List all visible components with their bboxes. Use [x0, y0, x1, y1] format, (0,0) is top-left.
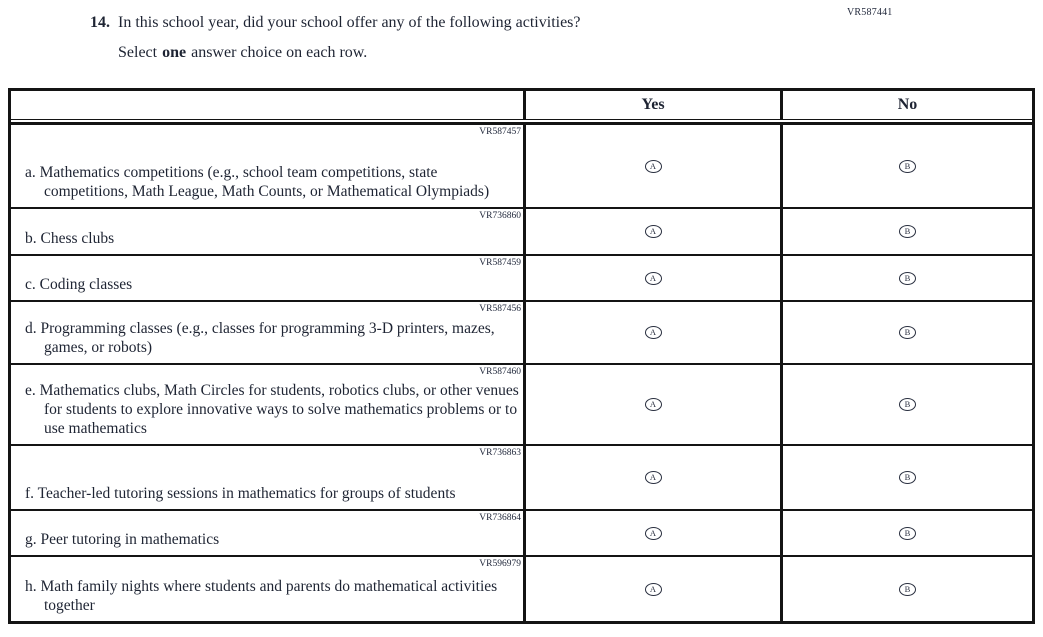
yes-cell	[523, 209, 780, 254]
activity-label: a. Mathematics competitions (e.g., school team competitions, state competitions, Math League, Math Counts, or Mathematical Olympiads)	[25, 164, 490, 200]
table-row-a	[11, 125, 1032, 207]
no-cell	[780, 365, 1032, 444]
answer-bubble-no[interactable]: B	[899, 398, 916, 411]
activity-label: g. Peer tutoring in mathematics	[25, 531, 220, 548]
answer-bubble-yes[interactable]: A	[645, 471, 662, 484]
row-code: VR587459	[479, 258, 521, 268]
header-no: No	[780, 91, 1032, 119]
table-row-b	[11, 207, 1032, 254]
answer-bubble-no[interactable]: B	[899, 471, 916, 484]
activity-cell	[11, 256, 523, 300]
row-letter: a.	[25, 164, 36, 181]
answer-bubble-yes[interactable]: A	[645, 225, 662, 238]
no-cell	[780, 446, 1032, 509]
question-instruction: Select one answer choice on each row.	[118, 44, 368, 61]
table-row-h	[11, 555, 1032, 621]
answer-bubble-no[interactable]: B	[899, 527, 916, 540]
activity-cell	[11, 302, 523, 363]
yes-cell	[523, 302, 780, 363]
row-code: VR736863	[479, 448, 521, 458]
form-code: VR587441	[847, 7, 893, 18]
question-number: 14.	[90, 14, 110, 31]
table-body	[11, 122, 1032, 621]
table-row-e	[11, 363, 1032, 444]
table-header-row	[11, 91, 1032, 120]
no-cell	[780, 256, 1032, 300]
row-code: VR736864	[479, 513, 521, 523]
yes-cell	[523, 256, 780, 300]
yes-cell	[523, 557, 780, 621]
no-cell	[780, 302, 1032, 363]
no-cell	[780, 209, 1032, 254]
answer-bubble-no[interactable]: B	[899, 160, 916, 173]
row-letter: f.	[25, 485, 35, 502]
activity-label: h. Math family nights where students and parents do mathematical activities together	[25, 578, 498, 614]
answer-bubble-no[interactable]: B	[899, 272, 916, 285]
answer-bubble-yes[interactable]: A	[645, 527, 662, 540]
yes-cell	[523, 511, 780, 555]
yes-cell	[523, 446, 780, 509]
answer-bubble-yes[interactable]: A	[645, 326, 662, 339]
row-code: VR587460	[479, 367, 521, 377]
header-activity	[11, 91, 523, 119]
row-letter: c.	[25, 276, 36, 293]
row-letter: h.	[25, 578, 37, 595]
answer-bubble-yes[interactable]: A	[645, 272, 662, 285]
row-code: VR587457	[479, 127, 521, 137]
answer-table	[8, 88, 1035, 624]
question-text	[90, 13, 850, 33]
row-code: VR596979	[479, 559, 521, 569]
row-letter: b.	[25, 230, 37, 247]
activity-label: c. Coding classes	[25, 276, 133, 293]
activity-label: f. Teacher-led tutoring sessions in mathematics for groups of students	[25, 485, 456, 502]
row-code: VR736860	[479, 211, 521, 221]
answer-bubble-no[interactable]: B	[899, 225, 916, 238]
activity-cell	[11, 511, 523, 555]
no-cell	[780, 557, 1032, 621]
answer-bubble-yes[interactable]: A	[645, 583, 662, 596]
activity-label: b. Chess clubs	[25, 230, 115, 247]
activity-label: e. Mathematics clubs, Math Circles for students, robotics clubs, or other venues for students to explore innovative ways to solve mathematics problems or to use mathematics	[25, 382, 519, 437]
row-letter: d.	[25, 320, 37, 337]
no-cell	[780, 511, 1032, 555]
yes-cell	[523, 365, 780, 444]
answer-bubble-yes[interactable]: A	[645, 160, 662, 173]
table-row-f	[11, 444, 1032, 509]
table-row-d	[11, 300, 1032, 363]
question-body: In this school year, did your school offer any of the following activities?	[118, 14, 581, 31]
activity-label: d. Programming classes (e.g., classes for programming 3-D printers, mazes, games, or robots)	[25, 320, 495, 356]
answer-bubble-no[interactable]: B	[899, 583, 916, 596]
activity-cell	[11, 557, 523, 621]
row-letter: g.	[25, 531, 37, 548]
table-row-g	[11, 509, 1032, 555]
activity-cell	[11, 209, 523, 254]
table-row-c	[11, 254, 1032, 300]
question-block	[90, 13, 850, 63]
activity-cell	[11, 446, 523, 509]
row-code: VR587456	[479, 304, 521, 314]
row-letter: e.	[25, 382, 36, 399]
answer-bubble-no[interactable]: B	[899, 326, 916, 339]
answer-bubble-yes[interactable]: A	[645, 398, 662, 411]
activity-cell	[11, 125, 523, 207]
yes-cell	[523, 125, 780, 207]
no-cell	[780, 125, 1032, 207]
activity-cell	[11, 365, 523, 444]
header-yes: Yes	[523, 91, 780, 119]
